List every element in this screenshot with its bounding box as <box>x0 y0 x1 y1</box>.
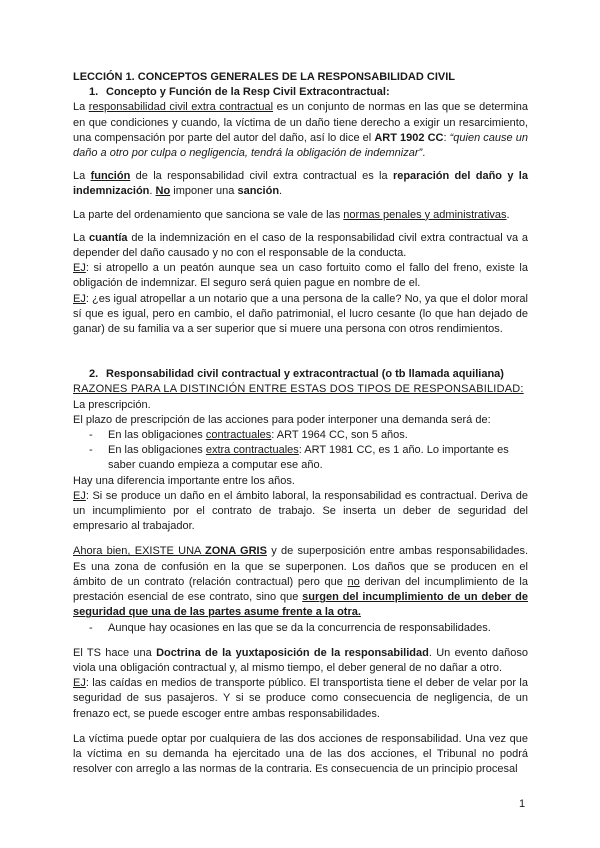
bullet-concurrencia: - Aunque hay ocasiones en las que se da la concurrencia de responsabilidades. <box>89 621 491 634</box>
paragraph-cuantia: La cuantía de la indemnización en el caso de la responsabilidad civil extra contractual va a depender del daño causado y no con el responsable de la conducta. <box>73 231 528 260</box>
section-2-heading <box>89 367 528 382</box>
term-sancion: sanción <box>237 185 280 198</box>
plazo-text: El plazo de prescripción de las acciones para poder interponer una demanda será de: <box>73 413 491 426</box>
article-quote: “quien cause un daño a otro por culpa o negligencia, tendrá la obligación de indemnizar” <box>73 131 528 160</box>
example-2: EJ: ¿es igual atropellar a un notario que a una persona de la calle? No, ya que el dolor moral sí que es igual, pero en cambio, el daño patrimonial, el lucro cesante (lo que han dejado de ganar) de su familia va a ser superior que si muere una persona con otros rendimientos. <box>73 292 528 336</box>
example-label: EJ <box>73 489 86 502</box>
paragraph-ordenamiento: La parte del ordenamiento que sanciona se vale de las normas penales y administrativas. <box>73 208 510 221</box>
paragraph-ts: El TS hace una Doctrina de la yuxtaposición de la responsabilidad. Un evento dañoso viola una obligación contractual y, al mismo tiempo, el deber general de no dañar a otro. <box>73 646 528 674</box>
term-cuantia: cuantía <box>89 231 128 244</box>
example-label: EJ <box>73 292 86 305</box>
page-number: 1 <box>519 798 526 810</box>
example-label: EJ <box>73 262 86 275</box>
page-content <box>73 70 528 777</box>
razones-heading: RAZONES PARA LA DISTINCIÓN ENTRE ESTAS DOS TIPOS DE RESPONSABILIDAD: <box>73 383 524 396</box>
prescripcion-label: La prescripción. <box>73 398 151 411</box>
paragraph-zona-gris: Ahora bien, EXISTE UNA ZONA GRIS y de superposición entre ambas responsabilidades. Es una zona de confusión en la que se superponen. Los daños que se producen en el ámbito de un contrato (relación contractual) pero que no derivan del incumplimiento de la prestación esencial de ese contrato, sino que surgen del incumplimiento de un deber de seguridad que una de las partes asume frente a la otra. <box>73 545 528 619</box>
example-label: EJ <box>73 677 86 690</box>
bullet-contractuales: - En las obligaciones contractuales: ART 1964 CC, son 5 años. <box>89 429 408 442</box>
term-no: No <box>155 185 171 198</box>
diferencia-text: Hay una diferencia importante entre los años. <box>73 474 295 487</box>
section-1-heading <box>89 85 528 100</box>
section-1-title: Concepto y Función de la Resp Civil Extracontractual: <box>106 86 390 99</box>
term-reparacion: reparación del daño y la indemnización <box>73 170 528 198</box>
paragraph-victima: La víctima puede optar por cualquiera de las dos acciones de responsabilidad. Una vez que la víctima en su demanda ha ejercitado una de las dos acciones, el Tribunal no podrá resolver con arreglo a las normas de la contraria. Es consecuencia de un principio procesal <box>73 732 528 776</box>
term-responsabilidad: responsabilidad civil extra contractual <box>88 101 274 114</box>
term-funcion: función <box>90 170 131 183</box>
term-zona-gris: ZONA GRIS <box>205 545 267 558</box>
example-1: EJ: si atropello a un peatón aunque sea un caso fortuito como el fallo del freno, existe la obligación de indemnizar. El seguro será quien pague en nombre de el. <box>73 262 528 290</box>
bullet-extracontractuales: - En las obligaciones extra contractuales: ART 1981 CC, es 1 año. Lo importante es saber cuando empieza a computar ese año. <box>89 444 509 472</box>
section-2-number: 2. <box>89 368 99 381</box>
paragraph-definition: La responsabilidad civil extra contractual es un conjunto de normas en las que se determina en que condiciones y cuando, la víctima de un daño tiene derecho a exigir un resarcimiento, una compensación por parte del autor del daño, así lo dice el ART 1902 CC: “quien cause un daño a otro por culpa o negligencia, tendrá la obligación de indemnizar”. <box>73 101 528 160</box>
term-doctrina: Doctrina de la yuxtaposición de la responsabilidad <box>156 646 429 659</box>
example-3: EJ: Si se produce un daño en el ámbito laboral, la responsabilidad es contractual. Deriva de un incumplimiento por el contrato de trabajo. Se inserta un deber de seguridad del empresario al trabajador. <box>73 489 528 533</box>
lesson-title: LECCIÓN 1. CONCEPTOS GENERALES DE LA RESPONSABILIDAD CIVIL <box>73 71 455 83</box>
paragraph-funcion: La función de la responsabilidad civil extra contractual es la reparación del daño y la indemnización. No imponer una sanción. <box>73 170 528 198</box>
term-normas: normas penales y administrativas <box>343 208 507 221</box>
section-2-title: Responsabilidad civil contractual y extracontractual (o tb llamada aquiliana) <box>106 368 504 381</box>
example-4: EJ: las caídas en medios de transporte público. El transportista tiene el deber de velar por la seguridad de sus pasajeros. Y si se produce como consecuencia de negligencia, de un frenazo ect, se puede escoger entre ambas responsabilidades. <box>73 677 528 720</box>
term-surgen: surgen del incumplimiento de un deber de seguridad que una de las partes asume frente a la otra. <box>73 591 528 619</box>
section-1-number: 1. <box>89 86 99 99</box>
article-ref: ART 1902 CC <box>374 131 444 144</box>
